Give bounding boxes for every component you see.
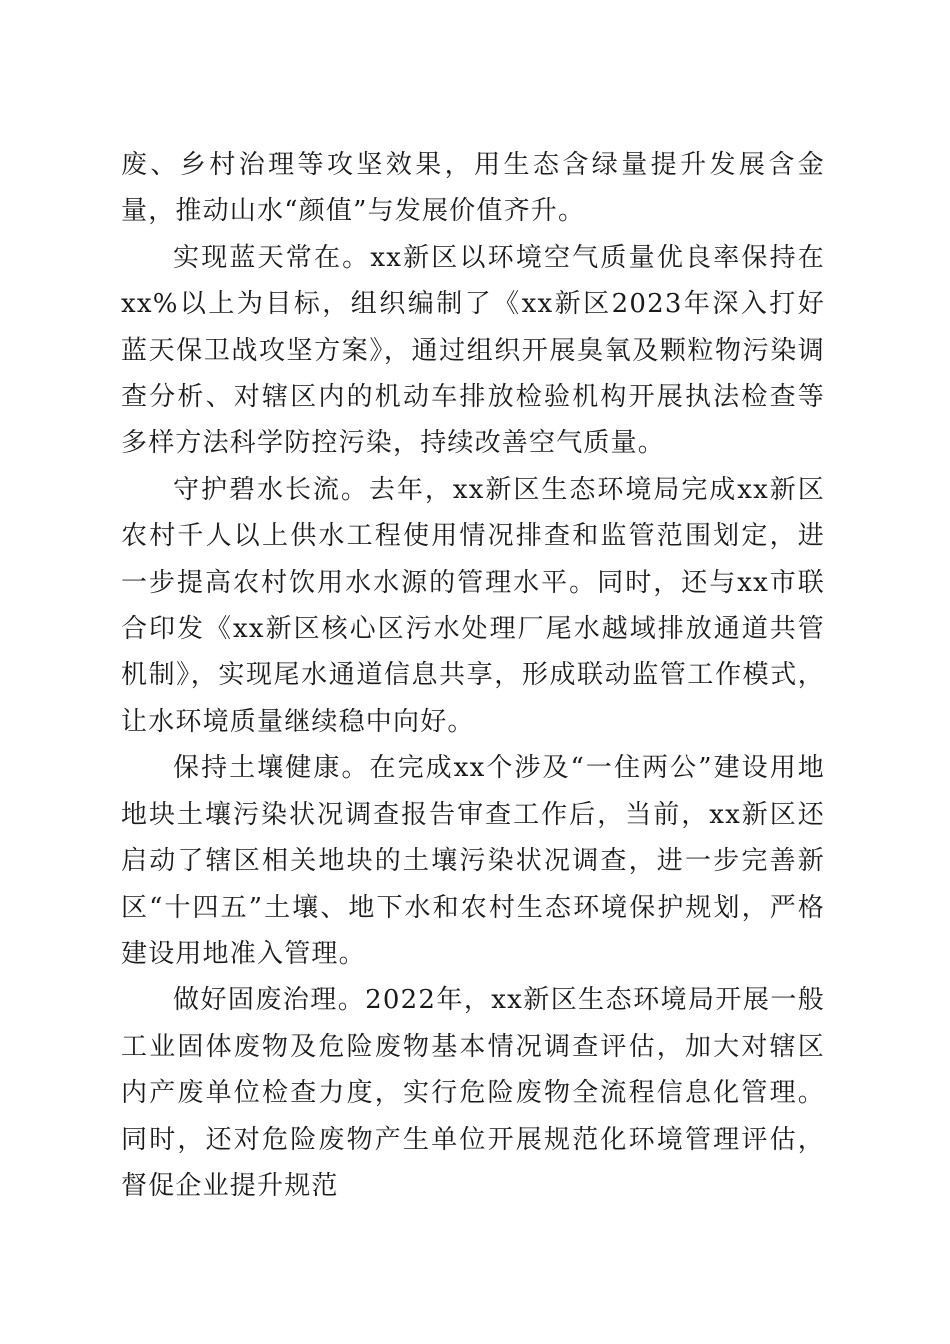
paragraph-solid-waste: 做好固废治理。2022年，xx新区生态环境局开展一般工业固体废物及危险废物基本情况调查评估，加大对辖区内产废单位检查力度，实行危险废物全流程信息化管理。同时，还对危险废物产生单位开展规范化环境管理评估，督促企业提升规范 <box>121 985 825 1201</box>
paragraph-continuation: 废、乡村治理等攻坚效果，用生态含绿量提升发展含金量，推动山水“颜值”与发展价值齐升。 <box>121 150 825 227</box>
paragraph-blue-sky: 实现蓝天常在。xx新区以环境空气质量优良率保持在xx%以上为目标，组织编制了《xx新区2023年深入打好蓝天保卫战攻坚方案》，通过组织开展臭氧及颗粒物污染调查分析、对辖区内的机动车排放检验机构开展执法检查等多样方法科学防控污染，持续改善空气质量。 <box>121 242 825 459</box>
paragraph-clear-water: 守护碧水长流。去年，xx新区生态环境局完成xx新区农村千人以上供水工程使用情况排查和监管范围划定，进一步提高农村饮用水水源的管理水平。同时，还与xx市联合印发《xx新区核心区污水处理厂尾水越域排放通道共管机制》，实现尾水通道信息共享，形成联动监管工作模式，让水环境质量继续稳中向好。 <box>121 474 825 737</box>
body-text <box>121 142 825 1209</box>
paragraph-soil-health: 保持土壤健康。在完成xx个涉及“一住两公”建设用地地块土壤污染状况调查报告审查工作后，当前，xx新区还启动了辖区相关地块的土壤污染状况调查，进一步完善新区“十四五”土壤、地下水和农村生态环境保护规划，严格建设用地准入管理。 <box>121 753 825 969</box>
